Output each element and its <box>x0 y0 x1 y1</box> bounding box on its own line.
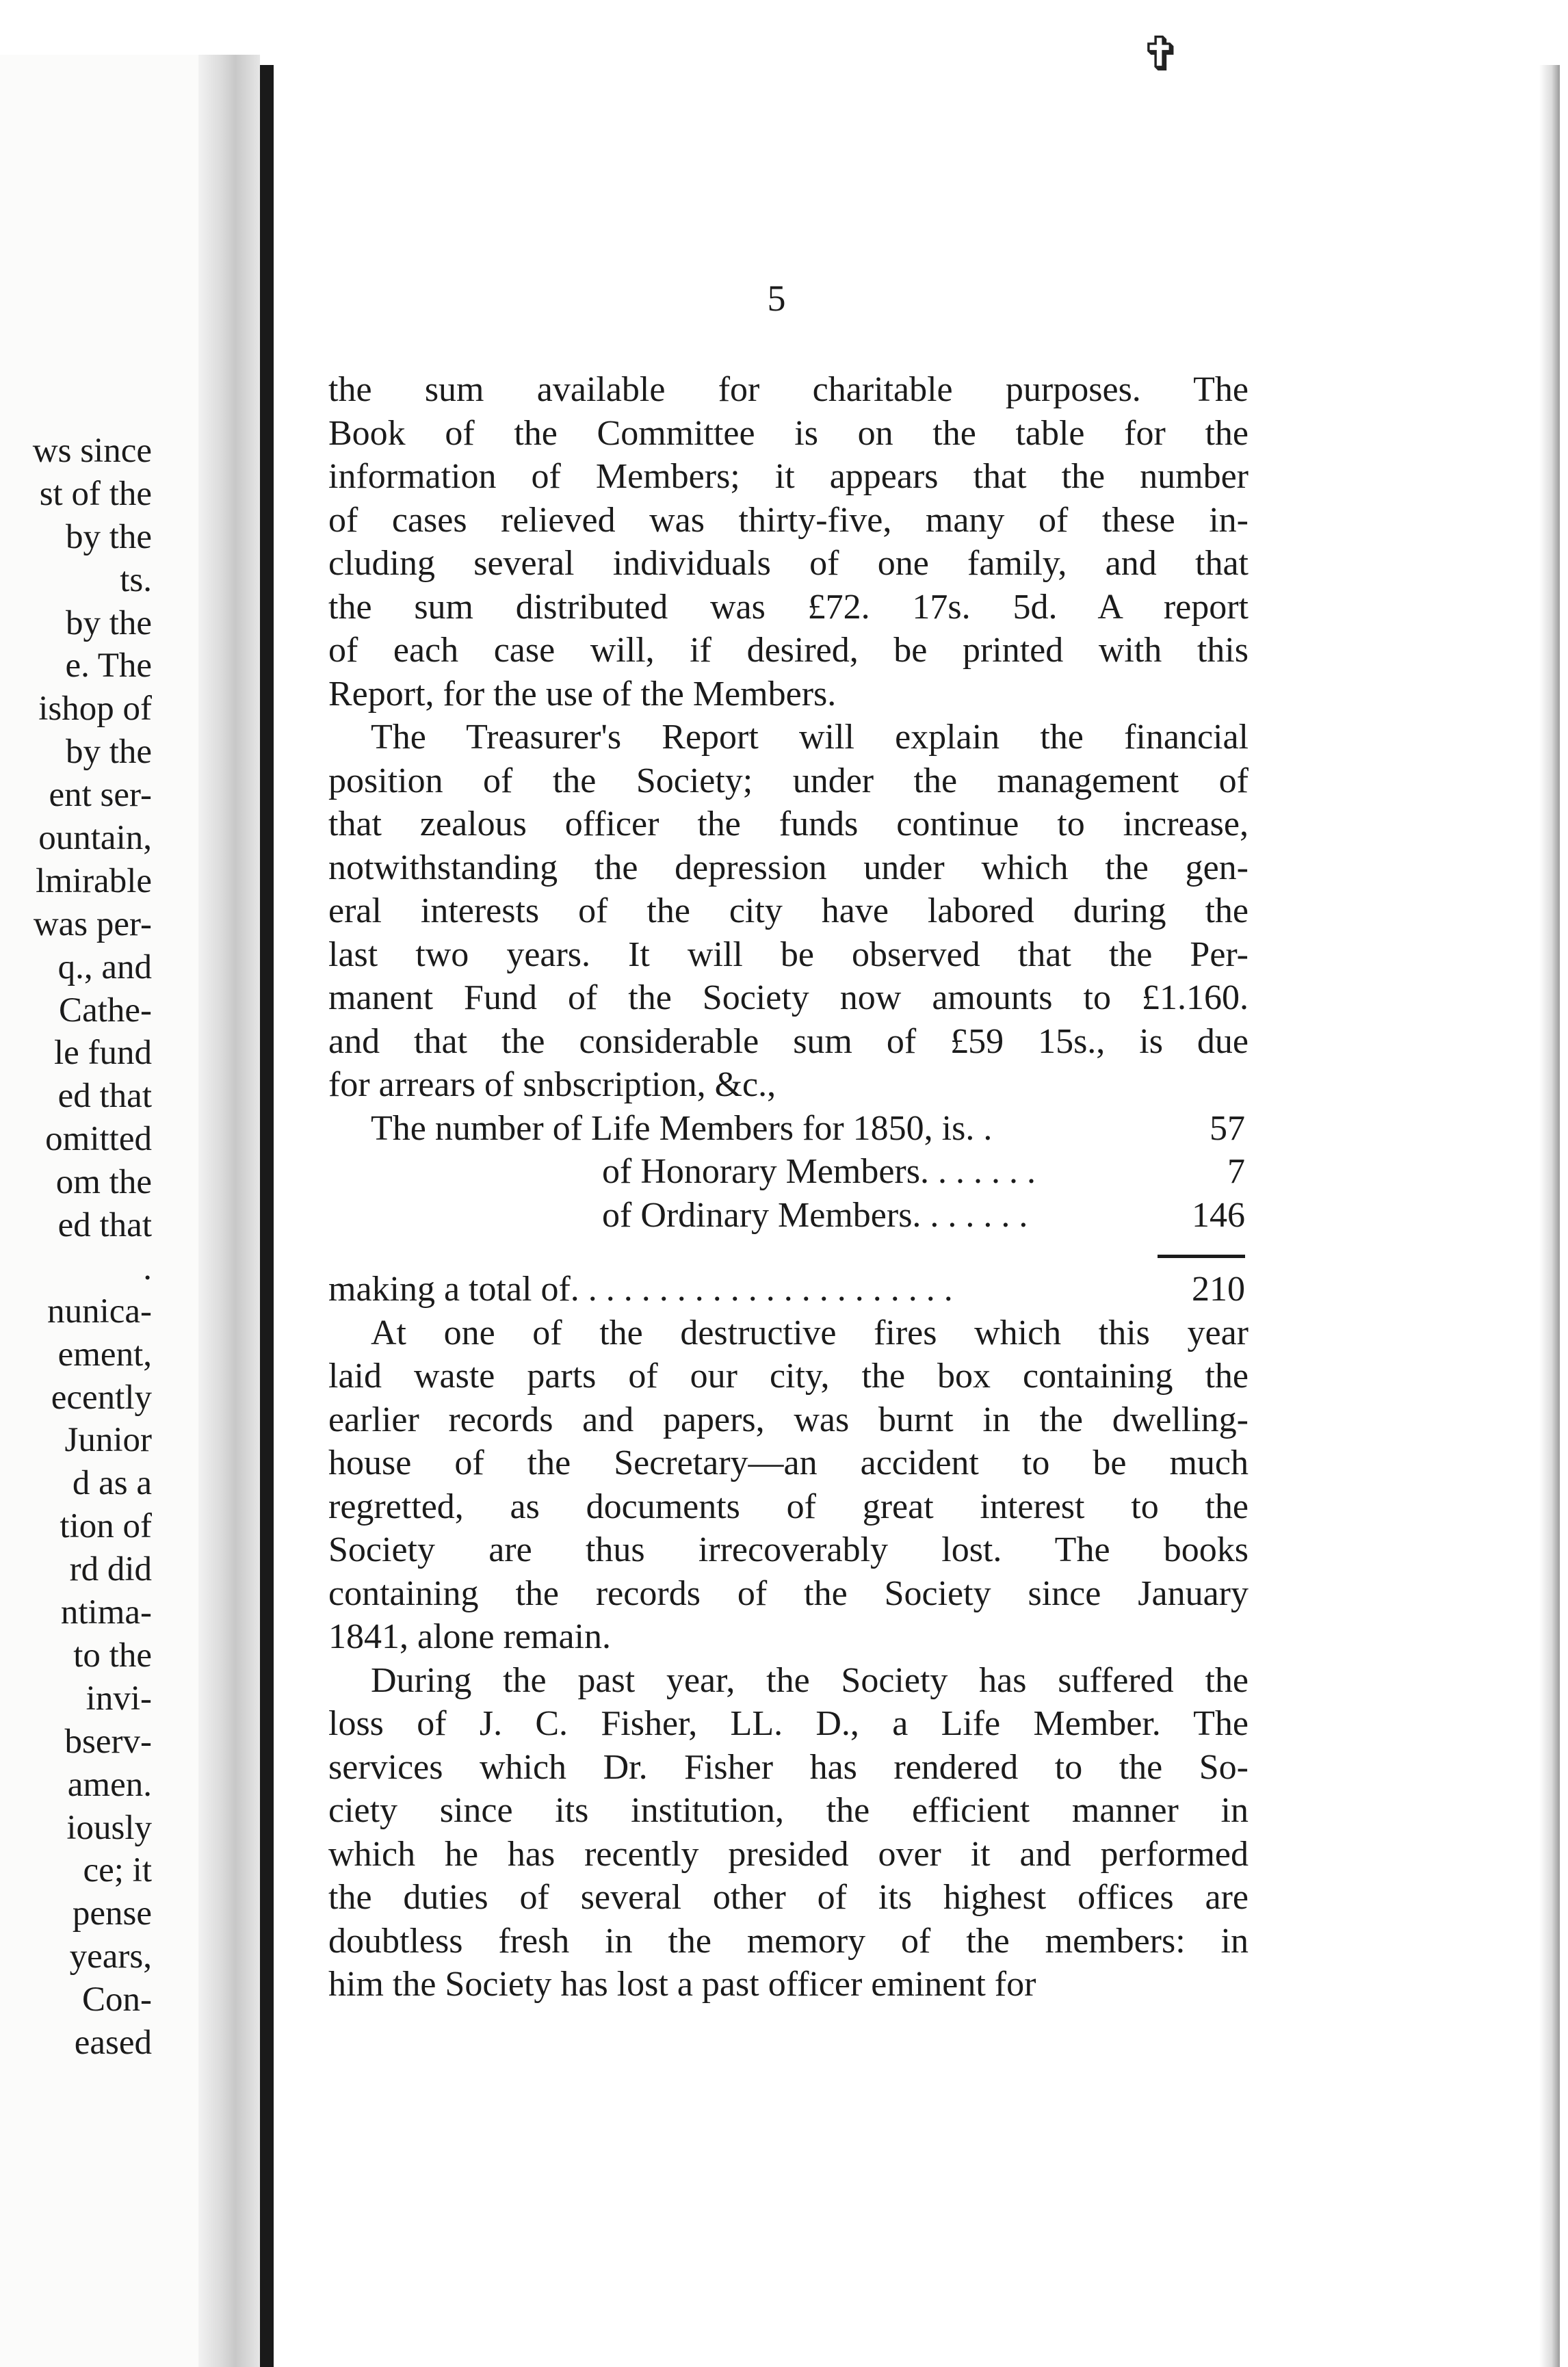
text-line: of cases relieved was thirty-five, many of these in- <box>328 500 1249 540</box>
previous-page-line: by the <box>65 733 152 772</box>
life-members-label: The number of Life Members for 1850, is. . <box>371 1108 993 1148</box>
text-line: 1841, alone remain. <box>328 1617 611 1656</box>
previous-page-line: omitted <box>45 1120 152 1159</box>
honorary-members-label: of Honorary Members. . . . . . . <box>602 1152 1036 1191</box>
previous-page-line: nunica- <box>47 1292 152 1331</box>
previous-page-line: le fund <box>53 1034 152 1073</box>
page-edge-shadow <box>1539 65 1560 2367</box>
previous-page-line: Junior <box>64 1421 152 1460</box>
text-line: laid waste parts of our city, the box containing the <box>328 1357 1249 1396</box>
previous-page-line: ed that <box>57 1206 152 1245</box>
previous-page-line: q., and <box>57 947 152 986</box>
text-line: of each case will, if desired, be printed with this <box>328 631 1249 670</box>
text-line: house of the Secretary—an accident to be much <box>328 1443 1249 1482</box>
previous-page-line: to the <box>73 1636 152 1675</box>
previous-page-line: pense <box>72 1894 152 1933</box>
text-line: doubtless fresh in the memory of the members: in <box>328 1921 1249 1961</box>
previous-page-line: ecently <box>51 1378 152 1417</box>
previous-page-line: . <box>143 1248 152 1287</box>
previous-page-line: e. The <box>65 646 152 685</box>
text-line: the sum available for charitable purposes. The <box>328 370 1249 409</box>
text-line: and that the considerable sum of £59 15s., is due <box>328 1021 1249 1061</box>
text-line: which he has recently presided over it and performed <box>328 1834 1249 1874</box>
previous-page-line: ed that <box>57 1077 152 1116</box>
previous-page-line: Con- <box>82 1980 152 2019</box>
sum-rule <box>1158 1255 1245 1258</box>
text-line: cluding several individuals of one family, and that <box>328 544 1249 583</box>
life-members-value: 57 <box>1210 1108 1245 1148</box>
previous-page-line: by the <box>65 517 152 556</box>
text-line: During the past year, the Society has suffered the <box>371 1660 1249 1700</box>
previous-page-line: invi- <box>86 1679 152 1718</box>
text-line: earlier records and papers, was burnt in the dwelling- <box>328 1400 1249 1439</box>
ordinary-members-label: of Ordinary Members. . . . . . . <box>602 1195 1028 1235</box>
honorary-members-row <box>328 1150 1249 1194</box>
page-number: 5 <box>767 278 786 319</box>
paragraph-committee-report <box>328 368 1249 716</box>
text-line: last two years. It will be observed that the Per- <box>328 934 1249 974</box>
text-line: eral interests of the city have labored during the <box>328 891 1249 930</box>
text-line: regretted, as documents of great interest to the <box>328 1487 1249 1526</box>
total-members-label: making a total of. . . . . . . . . . . . . . . . . . . . . . <box>328 1270 953 1309</box>
text-line: Society are thus irrecoverably lost. The books <box>328 1530 1249 1569</box>
text-line: information of Members; it appears that the number <box>328 457 1249 496</box>
ordinary-members-value: 146 <box>1192 1195 1245 1235</box>
previous-page-line: ement, <box>57 1335 152 1374</box>
previous-page-line: tion of <box>60 1507 152 1546</box>
paragraph-fire-records <box>328 1311 1249 1659</box>
previous-page-line: st of the <box>39 474 152 513</box>
life-members-row <box>328 1107 1249 1151</box>
previous-page-text <box>33 430 152 2065</box>
previous-page-line: rd did <box>69 1550 152 1589</box>
text-line: containing the records of the Society since January <box>328 1573 1249 1613</box>
previous-page-line: d as a <box>72 1464 152 1503</box>
previous-page-line: ts. <box>120 560 152 599</box>
previous-page-line: ws since <box>32 432 152 470</box>
text-line: the duties of several other of its highest offices are <box>328 1878 1249 1917</box>
text-line: services which Dr. Fisher has rendered to the So- <box>328 1747 1249 1787</box>
text-line: him the Society has lost a past officer eminent for <box>328 1965 1036 2004</box>
total-members-row <box>328 1268 1249 1311</box>
total-members-value: 210 <box>1192 1270 1245 1309</box>
previous-page-line: ountain, <box>38 819 152 858</box>
text-line: Report, for the use of the Members. <box>328 674 837 714</box>
previous-page-line: ent ser- <box>49 776 152 815</box>
text-line: that zealous officer the funds continue to increase, <box>328 805 1249 844</box>
text-line: loss of J. C. Fisher, LL. D., a Life Member. The <box>328 1704 1249 1743</box>
previous-page-line: bserv- <box>64 1722 152 1761</box>
previous-page-line: eased <box>74 2023 152 2062</box>
text-line: the sum distributed was £72. 17s. 5d. A report <box>328 587 1249 627</box>
previous-page-line: ishop of <box>38 690 152 729</box>
text-line: manent Fund of the Society now amounts to £1.160. <box>328 978 1249 1017</box>
text-line: notwithstanding the depression under which the gen- <box>328 848 1249 887</box>
text-line: At one of the destructive fires which this year <box>371 1313 1249 1352</box>
membership-table <box>328 1107 1249 1311</box>
previous-page-line: by the <box>65 603 152 642</box>
text-line: Book of the Committee is on the table for the <box>328 413 1249 453</box>
honorary-members-value: 7 <box>1227 1152 1245 1191</box>
page-body <box>328 368 1249 2006</box>
text-line: for arrears of snbscription, &c., <box>328 1065 776 1104</box>
paragraph-fisher-obituary <box>328 1659 1249 2006</box>
previous-page-line: years, <box>69 1937 152 1976</box>
text-line: position of the Society; under the management of <box>328 761 1249 800</box>
previous-page-line: amen. <box>67 1765 152 1804</box>
paragraph-treasurer-report <box>328 716 1249 1107</box>
previous-page <box>0 55 205 2367</box>
previous-page-line: om the <box>55 1163 152 1202</box>
previous-page-line: Cathe- <box>59 991 152 1030</box>
text-line: ciety since its institution, the efficient manner in <box>328 1791 1249 1830</box>
previous-page-line: iously <box>66 1808 152 1847</box>
previous-page-line: lmirable <box>36 861 152 900</box>
ink-mark-icon: ✞ <box>1141 29 1181 81</box>
previous-page-line: ce; it <box>83 1851 152 1890</box>
book-gutter <box>198 55 260 2367</box>
previous-page-line: ntima- <box>60 1593 152 1632</box>
ordinary-members-row <box>328 1194 1249 1238</box>
previous-page-line: was per- <box>33 904 152 943</box>
text-line: The Treasurer's Report will explain the financial <box>371 718 1249 757</box>
